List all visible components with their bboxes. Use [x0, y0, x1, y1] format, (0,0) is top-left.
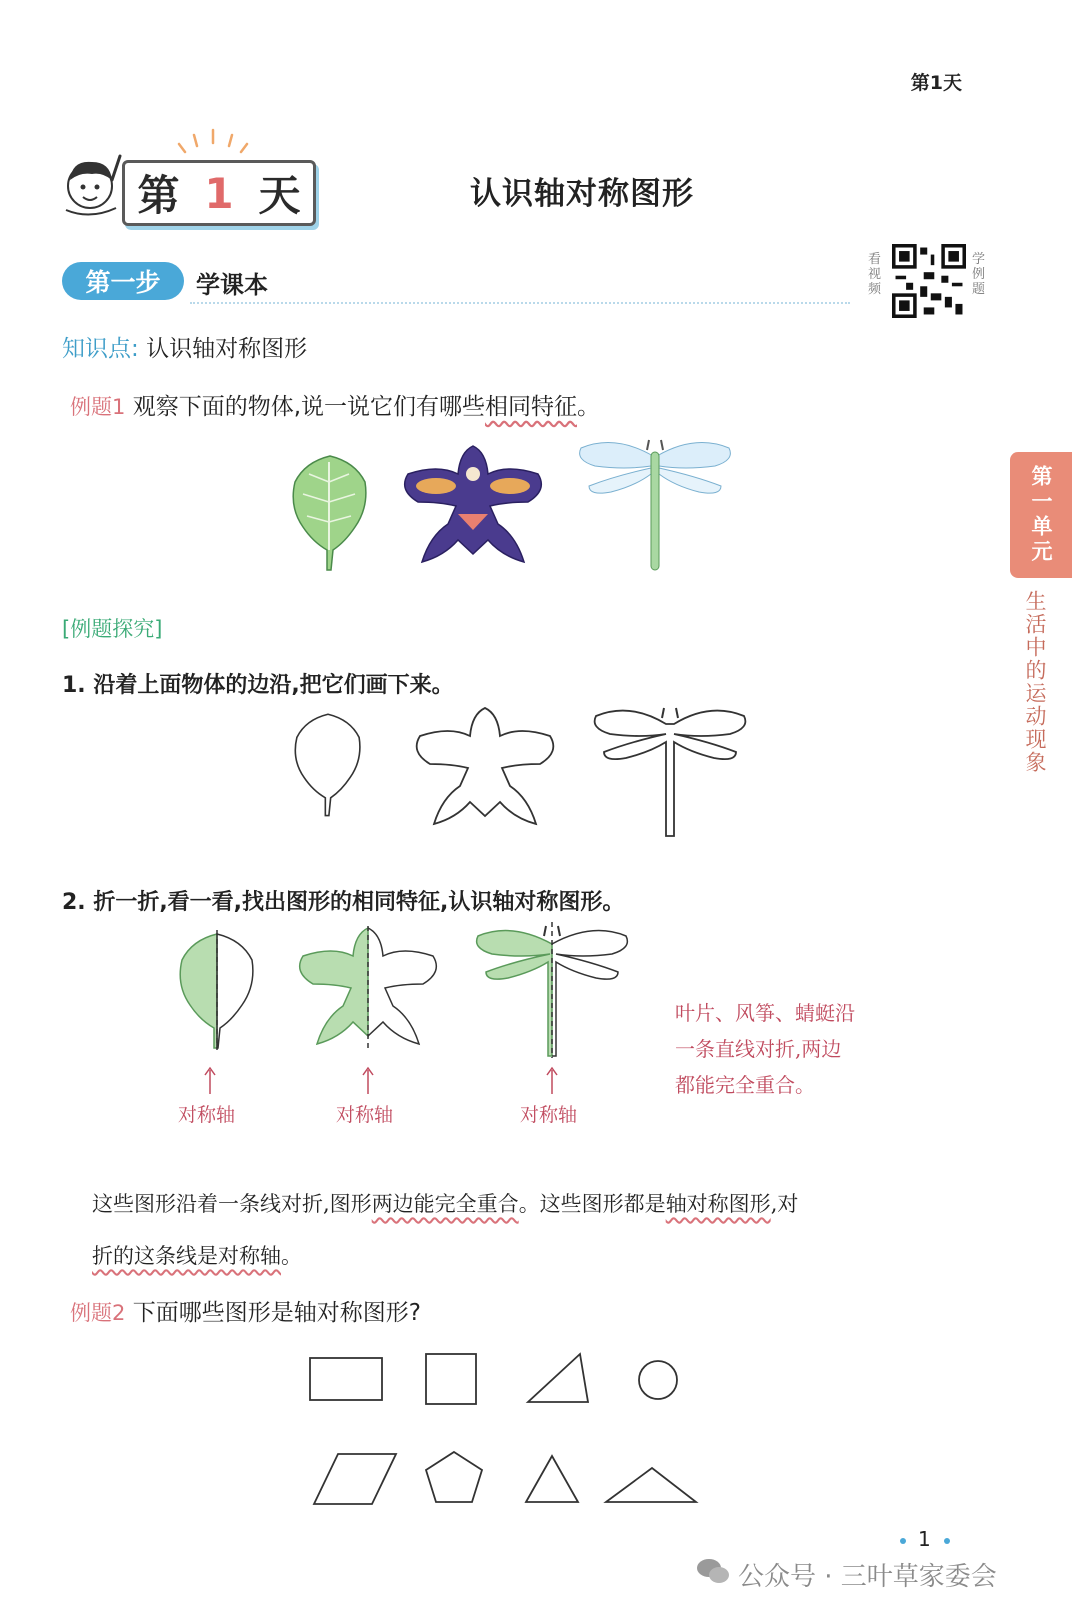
boy-mascot-icon: [58, 150, 130, 222]
corner-day-label: 第1天: [910, 72, 962, 94]
kite-icon: [398, 444, 548, 568]
fold-note: [675, 995, 895, 1103]
note-line: 叶片、风筝、蜻蜓沿: [675, 1001, 855, 1025]
isosceles-triangle-shape: [526, 1456, 578, 1502]
leaf-outline: [288, 708, 368, 820]
para-text: 。: [281, 1244, 302, 1268]
arrow-up-icon: [544, 1066, 560, 1096]
example1-highlight: 相同特征: [485, 394, 577, 420]
para-highlight: 折的这条线是对称轴: [92, 1244, 281, 1268]
knowledge-point: [62, 330, 307, 363]
page-number: 1: [918, 1527, 931, 1551]
parallelogram-shape: [314, 1454, 396, 1504]
unit-subtitle: 生活中的运动现象: [1023, 590, 1047, 774]
para-text: ,对: [770, 1192, 799, 1216]
qr-left-text: 看视频: [868, 252, 882, 297]
example1: [70, 388, 600, 421]
qr-code-icon[interactable]: [892, 244, 966, 318]
para-highlight: 轴对称图形: [665, 1192, 771, 1216]
unit-tab[interactable]: 第一单元: [1010, 452, 1072, 578]
explore-label: [例题探究]: [62, 617, 163, 641]
question-2: 2. 折一折,看一看,找出图形的相同特征,认识轴对称图形。: [62, 890, 625, 915]
para-highlight: 两边能完全重合: [371, 1192, 519, 1216]
example2-text: 下面哪些图形是轴对称图形?: [132, 1300, 421, 1326]
day-prefix: 第: [137, 171, 180, 220]
shapes-grid: [300, 1352, 720, 1512]
example1-end: 。: [577, 394, 600, 420]
arrow-up-icon: [202, 1066, 218, 1096]
dragonfly-outline: [590, 702, 750, 838]
leaf-half: [172, 924, 262, 1056]
axis-label: 对称轴: [520, 1104, 578, 1126]
wide-triangle-shape: [606, 1468, 696, 1502]
wechat-icon: [695, 1556, 731, 1586]
example2-label: 例题2: [70, 1301, 126, 1325]
definition-paragraph: [92, 1178, 972, 1282]
page-dot: [944, 1538, 950, 1544]
knowledge-label: 知识点:: [62, 336, 139, 362]
para-text: 。这些图形都是: [518, 1192, 666, 1216]
question-1: 1. 沿着上面物体的边沿,把它们画下来。: [62, 673, 454, 698]
page-dot: [900, 1538, 906, 1544]
dragonfly-half: [472, 920, 632, 1060]
note-line: 都能完全重合。: [675, 1073, 815, 1097]
kite-half: [293, 920, 443, 1056]
rectangle-shape: [310, 1358, 382, 1400]
para-text: 这些图形沿着一条线对折,图形: [92, 1192, 372, 1216]
note-line: 一条直线对折,两边: [675, 1037, 842, 1061]
triangle-shape: [528, 1354, 588, 1402]
example2: [70, 1294, 421, 1327]
circle-shape: [639, 1361, 677, 1399]
dragonfly-icon: [575, 436, 735, 572]
day-badge: [122, 160, 316, 226]
step-divider: [190, 302, 850, 304]
step-label: 学课本: [196, 271, 268, 299]
qr-right-text: 学例题: [972, 252, 986, 297]
pentagon-shape: [426, 1452, 482, 1502]
kite-outline: [410, 706, 560, 830]
example1-text: 观察下面的物体,说一说它们有哪些: [132, 394, 485, 420]
page-title: 认识轴对称图形: [470, 176, 694, 212]
step-pill: 第一步: [62, 262, 184, 300]
arrow-up-icon: [360, 1066, 376, 1096]
example1-label: 例题1: [70, 395, 126, 419]
sun-rays-icon: [175, 126, 255, 156]
axis-label: 对称轴: [178, 1104, 236, 1126]
watermark: 公众号 · 三叶草家委会: [738, 1562, 997, 1592]
leaf-icon: [285, 452, 375, 572]
square-shape: [426, 1354, 476, 1404]
axis-label: 对称轴: [336, 1104, 394, 1126]
knowledge-text: 认识轴对称图形: [146, 336, 308, 362]
day-number: 1: [204, 168, 234, 218]
day-suffix: 天: [258, 171, 301, 220]
